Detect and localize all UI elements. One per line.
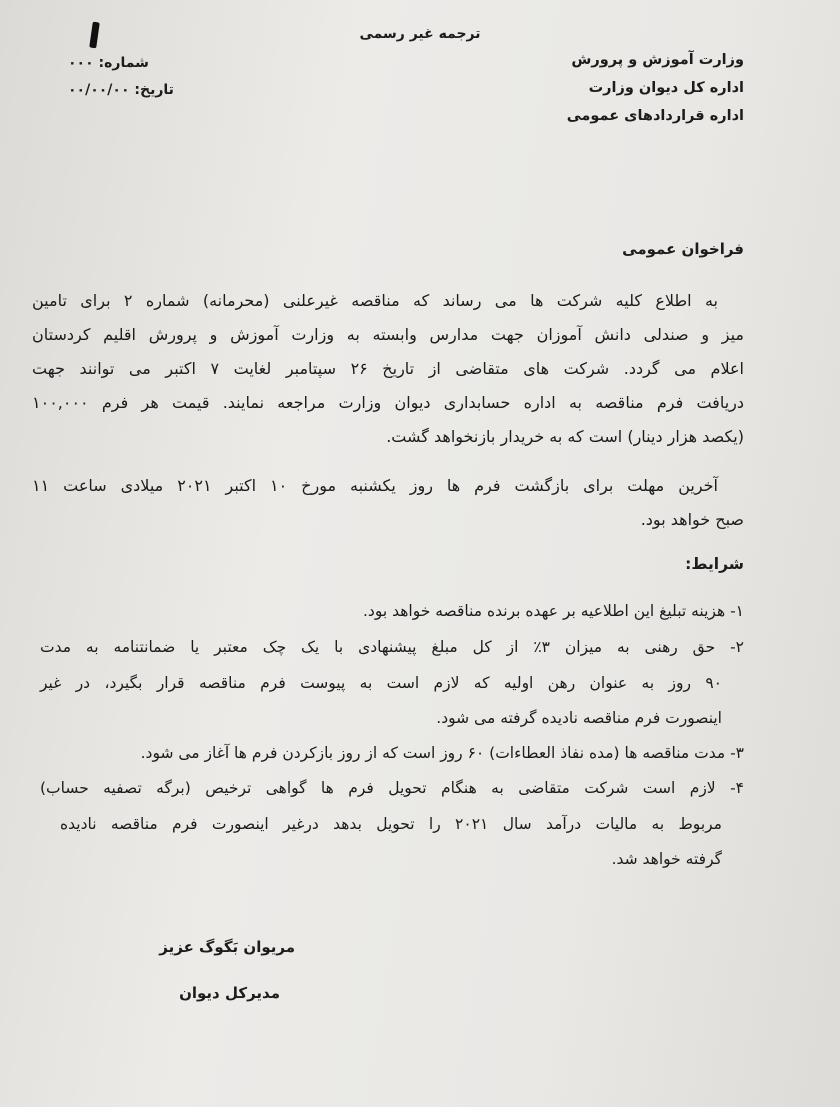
signatory-name: مریوان بَگوگ عزیز	[159, 938, 295, 956]
para1-line-4: دریافت فرم مناقصه به اداره حسابداری دیوان وزارت مراجعه نمایند. قیمت هر فرم ۱۰۰,۰۰۰	[32, 393, 744, 412]
condition-4-line-1: ۴- لازم است شرکت متقاضی به هنگام تحویل فرم ها گواهی ترخیص (برگه تصفیه حساب)	[40, 779, 744, 797]
condition-2-line-3: اینصورت فرم مناقصه نادیده گرفته می شود.	[436, 709, 722, 727]
letter-date: تاریخ: ۰۰/۰۰/۰۰	[68, 82, 174, 98]
unofficial-translation-title: ترجمه غیر رسمی	[359, 26, 481, 42]
ministry-line-1: وزارت آموزش و پرورش	[571, 52, 744, 68]
condition-4-line-3: گرفته خواهد شد.	[611, 850, 722, 868]
condition-1: ۱- هزینه تبلیغ این اطلاعیه بر عهده برنده مناقصه خواهد بود.	[363, 602, 744, 620]
para2-line-2: صبح خواهد بود.	[640, 510, 744, 529]
condition-4-line-2: مربوط به مالیات درآمد سال ۲۰۲۱ را تحویل بدهد درغیر اینصورت فرم مناقصه نادیده	[60, 815, 722, 833]
condition-3: ۳- مدت مناقصه ها (مده نفاذ العطاءات) ۶۰ روز است که از روز بازکردن فرم ها آغاز می شود.	[140, 744, 744, 762]
para1-line-5: (یکصد هزار دینار) است که به خریدار بازنخواهد گشت.	[386, 427, 744, 446]
ministry-line-2: اداره کل دیوان وزارت	[588, 80, 744, 96]
condition-2-line-2: ۹۰ روز به عنوان رهن اولیه که لازم است به پیوست فرم مناقصه قرار بگیرد، در غیر	[40, 674, 722, 692]
para1-line-2: میز و صندلی دانش آموزان جهت مدارس وابسته به وزارت آموزش و پرورش اقلیم کردستان	[32, 325, 744, 344]
para2-line-1: آخرین مهلت برای بازگشت فرم ها روز یکشنبه مورخ ۱۰ اکتبر ۲۰۲۱ میلادی ساعت ۱۱	[32, 476, 718, 495]
announcement-heading: فراخوان عمومی	[622, 240, 744, 258]
conditions-label: شرایط:	[685, 555, 744, 573]
signatory-title: مدیرکل دیوان	[179, 984, 280, 1002]
ministry-line-3: اداره قراردادهای عمومی	[566, 108, 744, 124]
ink-mark	[89, 22, 100, 49]
letter-number: شماره: ۰۰۰	[68, 55, 149, 71]
para1-line-3: اعلام می گردد. شرکت های متقاضی از تاریخ ۲۶ سپتامبر لغایت ۷ اکتبر می توانند جهت	[32, 359, 745, 378]
para1-line-1: به اطلاع کلیه شرکت ها می رساند که مناقصه غیرعلنی (محرمانه) شماره ۲ برای تامین	[32, 291, 719, 310]
condition-2-line-1: ۲- حق رهنی به میزان ۳٪ از کل مبلغ پیشنهادی با یک چک معتبر یا ضمانتنامه به مدت	[40, 638, 744, 656]
